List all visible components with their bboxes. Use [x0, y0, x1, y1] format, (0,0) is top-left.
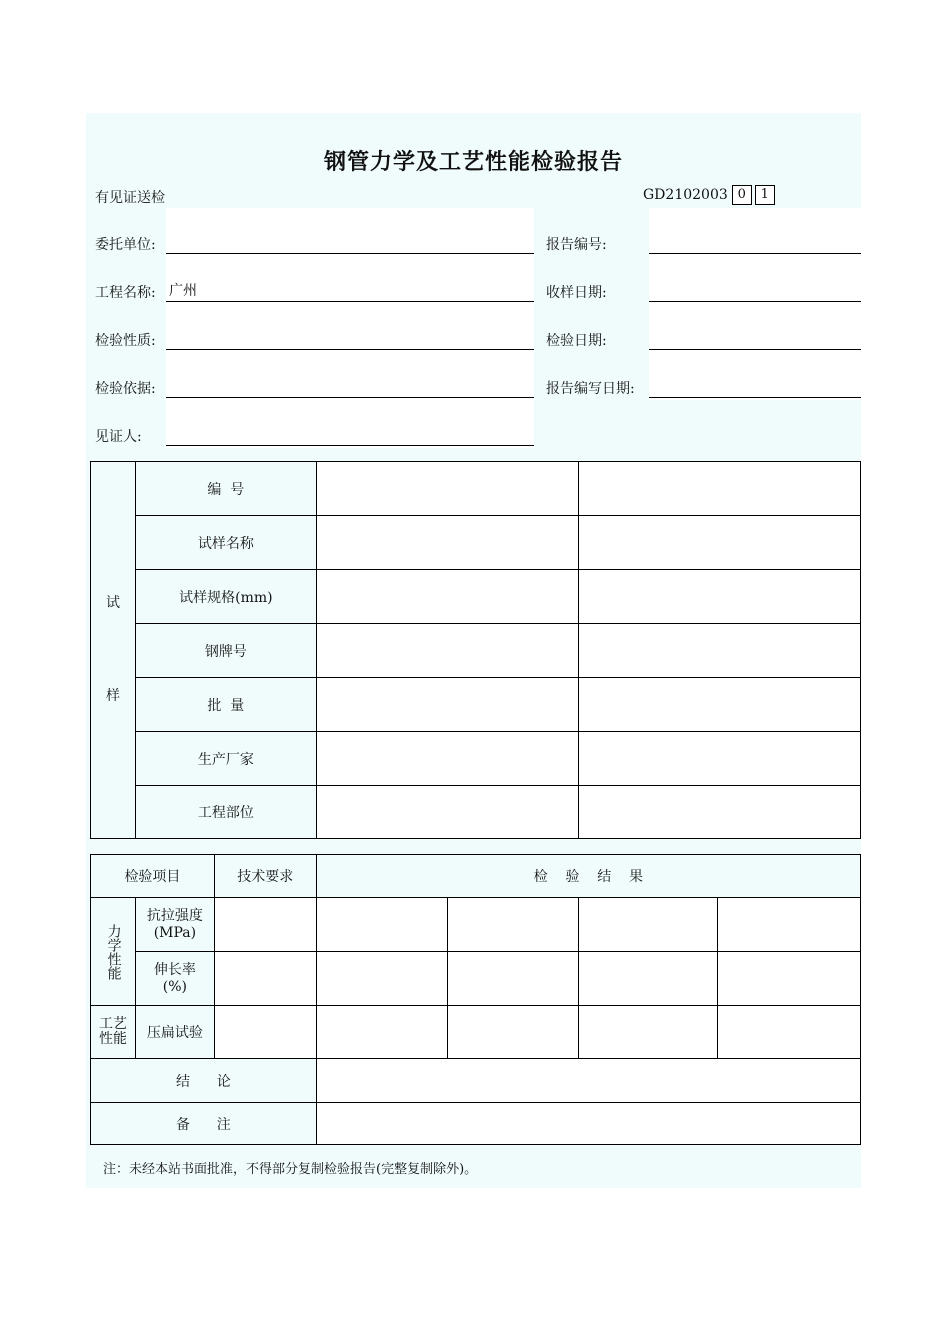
receive-date-label: 收样日期:: [546, 285, 607, 301]
table-row: [91, 786, 861, 839]
inspection-date-label: 检验日期:: [546, 333, 607, 349]
report-number-label: 报告编号:: [546, 237, 607, 253]
mechanical-group-label: [91, 898, 136, 1006]
sample-cell[interactable]: [579, 462, 861, 516]
result-cell[interactable]: [718, 898, 861, 952]
process-group-label: [91, 1006, 136, 1059]
sample-cell[interactable]: [316, 624, 579, 678]
table-row: [91, 570, 861, 624]
elongation-text: 伸长率: [153, 962, 196, 979]
result-cell[interactable]: [579, 952, 718, 1006]
sample-spec-label: 试样规格(mm): [135, 570, 316, 624]
code-prefix: GD2102003: [643, 187, 728, 203]
inspection-basis-label: 检验依据:: [95, 381, 156, 397]
sample-cell[interactable]: [316, 462, 579, 516]
table-row: [91, 624, 861, 678]
project-name-label: 工程名称:: [95, 285, 156, 301]
sample-number-label: 编 号: [135, 462, 316, 516]
footer-note: 注：未经本站书面批准，不得部分复制检验报告(完整复制除外)。: [103, 1162, 478, 1177]
code-box-2[interactable]: 1: [755, 185, 775, 205]
result-cell[interactable]: [316, 1006, 447, 1059]
table-row: [91, 732, 861, 786]
tensile-text: 抗拉强度: [146, 908, 203, 925]
report-number-input[interactable]: [649, 232, 861, 254]
report-code: [643, 185, 775, 205]
witness-person-label: 见证人:: [95, 429, 142, 445]
client-input[interactable]: [166, 232, 534, 254]
code-box-1[interactable]: 0: [732, 185, 752, 205]
process-group-line-1: 工艺: [98, 1015, 127, 1032]
sample-cell[interactable]: [316, 570, 579, 624]
result-cell[interactable]: [316, 898, 447, 952]
result-cell[interactable]: [718, 952, 861, 1006]
inspection-nature-input[interactable]: [166, 328, 534, 350]
result-cell[interactable]: [214, 952, 316, 1006]
flatten-test-label: 压扁试验: [135, 1006, 214, 1059]
table-row: [91, 1059, 861, 1103]
receive-date-input[interactable]: [649, 280, 861, 302]
table-row: [91, 952, 861, 1006]
result-cell[interactable]: [718, 1006, 861, 1059]
header-item: 检验项目: [91, 855, 215, 898]
result-cell[interactable]: [447, 952, 579, 1006]
result-cell[interactable]: [447, 1006, 579, 1059]
sample-group-bottom: 样: [105, 688, 120, 704]
elongation-label: [135, 952, 214, 1006]
table-row: [91, 462, 861, 516]
table-row: [91, 678, 861, 732]
tensile-unit: (MPa): [153, 924, 197, 941]
witness-person-input[interactable]: [166, 424, 534, 446]
manufacturer-label: 生产厂家: [135, 732, 316, 786]
report-sheet: [86, 113, 861, 1188]
sample-cell[interactable]: [579, 678, 861, 732]
table-row: [91, 1103, 861, 1145]
result-cell[interactable]: [447, 898, 579, 952]
report-write-date-input[interactable]: [649, 376, 861, 398]
sample-cell[interactable]: [316, 732, 579, 786]
mechanical-group-text: 力学性能: [105, 923, 122, 980]
client-label: 委托单位:: [95, 237, 156, 253]
conclusion-value[interactable]: [316, 1059, 860, 1103]
sample-cell[interactable]: [316, 786, 579, 839]
results-table: [90, 854, 861, 1145]
header-result: 检 验 结 果: [316, 855, 860, 898]
result-cell[interactable]: [579, 898, 718, 952]
report-write-date-label: 报告编写日期:: [546, 381, 635, 397]
sample-cell[interactable]: [579, 786, 861, 839]
table-row: [91, 898, 861, 952]
sample-cell[interactable]: [316, 678, 579, 732]
project-part-label: 工程部位: [135, 786, 316, 839]
elongation-unit: (%): [162, 978, 188, 995]
process-group-line-2: 性能: [98, 1031, 127, 1047]
inspection-nature-label: 检验性质:: [95, 333, 156, 349]
table-row: [91, 855, 861, 898]
inspection-date-input[interactable]: [649, 328, 861, 350]
result-cell[interactable]: [214, 898, 316, 952]
sample-table: [90, 461, 861, 839]
table-row: [91, 516, 861, 570]
report-title: 钢管力学及工艺性能检验报告: [323, 150, 623, 175]
sample-cell[interactable]: [579, 732, 861, 786]
steel-grade-label: 钢牌号: [135, 624, 316, 678]
sample-group-top: 试: [105, 595, 120, 612]
sample-cell[interactable]: [579, 516, 861, 570]
batch-label: 批 量: [135, 678, 316, 732]
tensile-label: [135, 898, 214, 952]
project-name-input[interactable]: 广州: [166, 280, 534, 302]
sample-name-label: 试样名称: [135, 516, 316, 570]
header-requirement: 技术要求: [214, 855, 316, 898]
sample-cell[interactable]: [579, 570, 861, 624]
table-row: [91, 1006, 861, 1059]
result-cell[interactable]: [214, 1006, 316, 1059]
sample-cell[interactable]: [579, 624, 861, 678]
inspection-basis-input[interactable]: [166, 376, 534, 398]
result-cell[interactable]: [316, 952, 447, 1006]
witness-label: 有见证送检: [95, 190, 165, 206]
remark-label: 备 注: [91, 1103, 317, 1145]
remark-value[interactable]: [316, 1103, 860, 1145]
sample-cell[interactable]: [316, 516, 579, 570]
result-cell[interactable]: [579, 1006, 718, 1059]
conclusion-label: 结 论: [91, 1059, 317, 1103]
sample-group-label: [91, 462, 136, 839]
